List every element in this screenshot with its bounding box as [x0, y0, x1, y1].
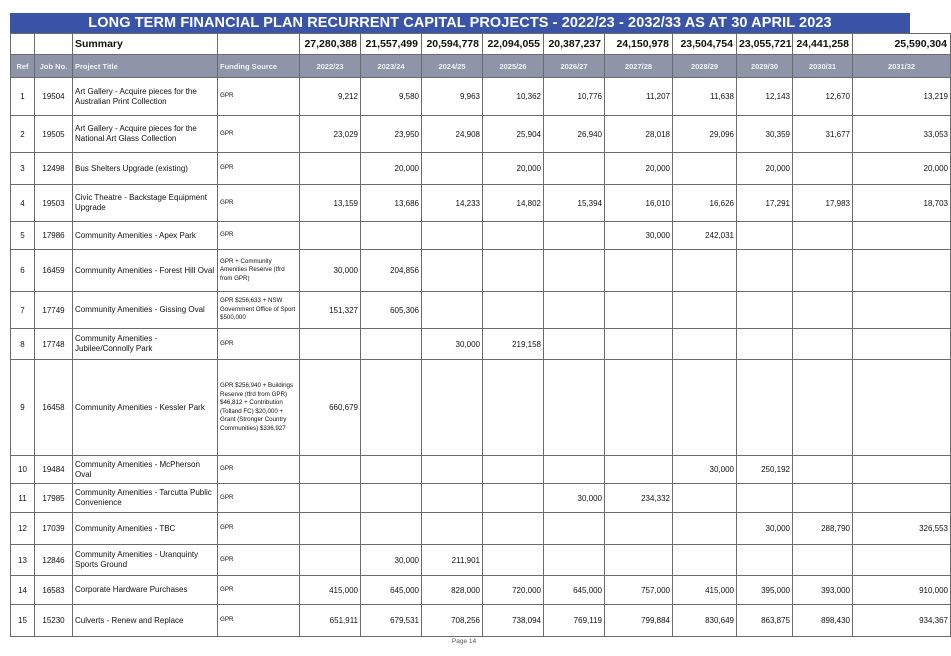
column-header-row	[11, 55, 951, 78]
year-value-cell	[544, 329, 605, 360]
project-title-cell: Art Gallery - Acquire pieces for the National Art Glass Collection	[73, 116, 218, 153]
year-value-cell: 16,010	[605, 185, 673, 222]
year-value-cell	[605, 329, 673, 360]
page-number: Page 14	[451, 638, 477, 645]
table-row	[11, 329, 951, 360]
year-value-cell: 830,649	[673, 605, 737, 637]
year-value-cell	[737, 545, 793, 576]
year-value-cell: 769,119	[544, 605, 605, 637]
year-value-cell: 23,029	[300, 116, 361, 153]
ref-cell: 8	[11, 329, 35, 360]
year-value-cell: 395,000	[737, 576, 793, 605]
year-value-cell	[673, 153, 737, 185]
ref-cell: 7	[11, 292, 35, 329]
year-value-cell	[737, 329, 793, 360]
job-number-cell: 12498	[35, 153, 73, 185]
year-value-cell	[673, 292, 737, 329]
year-value-cell: 679,531	[361, 605, 422, 637]
year-value-cell: 9,580	[361, 78, 422, 116]
year-value-cell	[737, 292, 793, 329]
funding-source-cell: GPR	[218, 116, 300, 153]
year-value-cell: 29,096	[673, 116, 737, 153]
year-value-cell: 13,686	[361, 185, 422, 222]
table-row	[11, 545, 951, 576]
table-row	[11, 360, 951, 456]
projects-table	[10, 33, 951, 637]
year-value-cell	[300, 222, 361, 250]
year-value-cell	[300, 545, 361, 576]
year-value-cell: 20,000	[361, 153, 422, 185]
table-row	[11, 292, 951, 329]
summary-value: 20,387,237	[544, 34, 605, 55]
job-number-cell: 16458	[35, 360, 73, 456]
year-value-cell	[544, 360, 605, 456]
year-value-cell: 204,856	[361, 250, 422, 292]
year-value-cell	[544, 222, 605, 250]
year-value-cell	[422, 360, 483, 456]
year-value-cell	[853, 360, 951, 456]
year-value-cell: 23,950	[361, 116, 422, 153]
year-value-cell	[853, 484, 951, 513]
ref-cell: 14	[11, 576, 35, 605]
year-value-cell	[605, 513, 673, 545]
year-value-cell	[793, 456, 853, 484]
year-value-cell	[673, 545, 737, 576]
summary-value: 27,280,388	[300, 34, 361, 55]
year-value-cell	[853, 329, 951, 360]
year-value-cell: 863,875	[737, 605, 793, 637]
summary-value: 24,441,258	[793, 34, 853, 55]
year-value-cell	[853, 250, 951, 292]
summary-value: 20,594,778	[422, 34, 483, 55]
year-value-cell	[793, 292, 853, 329]
job-number-cell: 17985	[35, 484, 73, 513]
year-value-cell	[853, 292, 951, 329]
year-value-cell	[793, 250, 853, 292]
year-value-cell	[605, 250, 673, 292]
table-row	[11, 153, 951, 185]
year-value-cell	[483, 292, 544, 329]
year-value-cell: 25,904	[483, 116, 544, 153]
project-title-cell: Community Amenities - Forest Hill Oval	[73, 250, 218, 292]
table-row	[11, 605, 951, 637]
year-value-cell: 10,776	[544, 78, 605, 116]
year-value-cell: 799,884	[605, 605, 673, 637]
year-value-cell	[793, 360, 853, 456]
year-header: 2024/25	[422, 55, 483, 78]
year-value-cell: 234,332	[605, 484, 673, 513]
year-value-cell: 17,983	[793, 185, 853, 222]
job-number-cell: 17986	[35, 222, 73, 250]
year-value-cell: 20,000	[853, 153, 951, 185]
job-number-cell: 16583	[35, 576, 73, 605]
summary-value: 21,557,499	[361, 34, 422, 55]
year-value-cell: 16,626	[673, 185, 737, 222]
year-value-cell	[483, 545, 544, 576]
year-value-cell: 30,000	[361, 545, 422, 576]
project-title-cell: Civic Theatre - Backstage Equipment Upgrade	[73, 185, 218, 222]
year-value-cell: 30,359	[737, 116, 793, 153]
ref-cell: 13	[11, 545, 35, 576]
year-value-cell	[483, 513, 544, 545]
year-value-cell	[300, 329, 361, 360]
year-value-cell	[737, 222, 793, 250]
year-value-cell: 13,159	[300, 185, 361, 222]
ref-cell: 5	[11, 222, 35, 250]
year-value-cell: 20,000	[605, 153, 673, 185]
funding-source-cell: GPR	[218, 605, 300, 637]
funding-source-cell: GPR $256,633 + NSW Government Office of Sport $500,000	[218, 292, 300, 329]
ref-cell: 15	[11, 605, 35, 637]
year-value-cell	[361, 222, 422, 250]
year-value-cell	[361, 329, 422, 360]
year-value-cell	[605, 456, 673, 484]
year-value-cell: 12,143	[737, 78, 793, 116]
year-header: 2031/32	[853, 55, 951, 78]
year-value-cell	[483, 360, 544, 456]
funding-source-cell: GPR	[218, 78, 300, 116]
year-value-cell: 17,291	[737, 185, 793, 222]
summary-value: 23,504,754	[673, 34, 737, 55]
project-title-cell: Corporate Hardware Purchases	[73, 576, 218, 605]
year-value-cell: 33,053	[853, 116, 951, 153]
year-value-cell	[300, 513, 361, 545]
project-title-cell: Community Amenities - Uranquinty Sports Ground	[73, 545, 218, 576]
year-value-cell	[673, 329, 737, 360]
job-number-cell: 15230	[35, 605, 73, 637]
funding-source-cell: GPR	[218, 329, 300, 360]
year-value-cell: 30,000	[737, 513, 793, 545]
year-value-cell: 738,094	[483, 605, 544, 637]
funding-source-cell: GPR	[218, 513, 300, 545]
funding-source-cell: GPR	[218, 576, 300, 605]
year-value-cell	[300, 153, 361, 185]
year-value-cell: 9,212	[300, 78, 361, 116]
ref-cell: 11	[11, 484, 35, 513]
year-value-cell: 660,679	[300, 360, 361, 456]
year-value-cell	[793, 153, 853, 185]
year-header: 2025/26	[483, 55, 544, 78]
project-title-cell: Community Amenities - Apex Park	[73, 222, 218, 250]
year-value-cell	[422, 513, 483, 545]
year-value-cell: 211,901	[422, 545, 483, 576]
year-value-cell	[483, 250, 544, 292]
year-value-cell	[737, 484, 793, 513]
year-value-cell	[483, 484, 544, 513]
year-value-cell	[483, 222, 544, 250]
ref-cell: 3	[11, 153, 35, 185]
year-value-cell: 651,911	[300, 605, 361, 637]
year-value-cell	[853, 456, 951, 484]
table-row	[11, 576, 951, 605]
summary-value: 25,590,304	[853, 34, 951, 55]
year-value-cell	[544, 153, 605, 185]
project-header: Project Title	[73, 55, 218, 78]
funding-source-cell: GPR	[218, 456, 300, 484]
year-value-cell	[483, 456, 544, 484]
year-value-cell: 288,790	[793, 513, 853, 545]
year-value-cell: 30,000	[673, 456, 737, 484]
job-header: Job No.	[35, 55, 73, 78]
ref-cell: 2	[11, 116, 35, 153]
project-title-cell: Bus Shelters Upgrade (existing)	[73, 153, 218, 185]
year-header: 2030/31	[793, 55, 853, 78]
year-value-cell: 30,000	[605, 222, 673, 250]
funding-source-cell: GPR	[218, 484, 300, 513]
year-value-cell: 11,207	[605, 78, 673, 116]
year-value-cell: 708,256	[422, 605, 483, 637]
table-row	[11, 250, 951, 292]
project-title-cell: Culverts - Renew and Replace	[73, 605, 218, 637]
year-value-cell	[422, 153, 483, 185]
year-value-cell	[544, 456, 605, 484]
year-value-cell	[361, 484, 422, 513]
year-value-cell: 219,158	[483, 329, 544, 360]
year-value-cell: 605,306	[361, 292, 422, 329]
job-number-cell: 12846	[35, 545, 73, 576]
project-title-cell: Art Gallery - Acquire pieces for the Australian Print Collection	[73, 78, 218, 116]
project-title-cell: Community Amenities - Tarcutta Public Convenience	[73, 484, 218, 513]
year-value-cell	[737, 360, 793, 456]
year-value-cell: 415,000	[673, 576, 737, 605]
ref-cell: 6	[11, 250, 35, 292]
year-value-cell	[422, 250, 483, 292]
table-row	[11, 513, 951, 545]
year-value-cell: 250,192	[737, 456, 793, 484]
summary-value: 22,094,055	[483, 34, 544, 55]
year-header: 2026/27	[544, 55, 605, 78]
ref-cell: 1	[11, 78, 35, 116]
project-title-cell: Community Amenities - McPherson Oval	[73, 456, 218, 484]
table-row	[11, 484, 951, 513]
table-row	[11, 185, 951, 222]
year-value-cell	[300, 484, 361, 513]
year-value-cell	[422, 292, 483, 329]
year-value-cell	[853, 545, 951, 576]
year-value-cell: 24,908	[422, 116, 483, 153]
year-value-cell: 151,327	[300, 292, 361, 329]
year-header: 2028/29	[673, 55, 737, 78]
year-header: 2029/30	[737, 55, 793, 78]
year-value-cell	[793, 484, 853, 513]
year-value-cell	[422, 456, 483, 484]
job-number-cell: 19484	[35, 456, 73, 484]
year-value-cell	[673, 360, 737, 456]
year-value-cell: 415,000	[300, 576, 361, 605]
funding-source-cell: GPR + Community Amenities Reserve (tfrd from GPR)	[218, 250, 300, 292]
year-value-cell: 645,000	[544, 576, 605, 605]
year-value-cell	[737, 250, 793, 292]
year-value-cell: 26,940	[544, 116, 605, 153]
job-number-cell: 19503	[35, 185, 73, 222]
year-header: 2027/28	[605, 55, 673, 78]
year-value-cell: 645,000	[361, 576, 422, 605]
year-value-cell	[544, 513, 605, 545]
year-value-cell: 910,000	[853, 576, 951, 605]
year-value-cell	[793, 545, 853, 576]
year-value-cell	[673, 484, 737, 513]
project-title-cell: Community Amenities - Gissing Oval	[73, 292, 218, 329]
year-value-cell	[422, 484, 483, 513]
year-value-cell	[544, 250, 605, 292]
project-title-cell: Community Amenities - TBC	[73, 513, 218, 545]
year-header: 2022/23	[300, 55, 361, 78]
year-value-cell	[605, 292, 673, 329]
year-value-cell: 10,362	[483, 78, 544, 116]
year-value-cell: 12,670	[793, 78, 853, 116]
year-value-cell: 393,000	[793, 576, 853, 605]
year-header: 2023/24	[361, 55, 422, 78]
year-value-cell	[544, 545, 605, 576]
funding-source-cell: GPR	[218, 545, 300, 576]
job-number-cell: 19504	[35, 78, 73, 116]
year-value-cell: 757,000	[605, 576, 673, 605]
project-title-cell: Community Amenities - Kessler Park	[73, 360, 218, 456]
table-row	[11, 78, 951, 116]
year-value-cell: 898,430	[793, 605, 853, 637]
job-number-cell: 17039	[35, 513, 73, 545]
funding-source-cell: GPR $256,940 + Buildings Reserve (tfrd from GPR) $46,812 + Contribution (Tolland FC) $20,000 + Grant (Stronger Country Communities) $336,927	[218, 360, 300, 456]
table-row	[11, 456, 951, 484]
year-value-cell: 14,233	[422, 185, 483, 222]
year-value-cell: 18,703	[853, 185, 951, 222]
job-number-cell: 17748	[35, 329, 73, 360]
job-number-cell: 17749	[35, 292, 73, 329]
project-title-cell: Community Amenities - Jubilee/Connolly Park	[73, 329, 218, 360]
table-row	[11, 222, 951, 250]
year-value-cell: 14,802	[483, 185, 544, 222]
summary-label: Summary	[73, 34, 218, 55]
year-value-cell: 30,000	[544, 484, 605, 513]
year-value-cell: 11,638	[673, 78, 737, 116]
year-value-cell	[673, 513, 737, 545]
year-value-cell: 15,394	[544, 185, 605, 222]
year-value-cell: 828,000	[422, 576, 483, 605]
year-value-cell: 326,553	[853, 513, 951, 545]
year-value-cell	[361, 513, 422, 545]
year-value-cell: 20,000	[737, 153, 793, 185]
ref-header: Ref	[11, 55, 35, 78]
summary-value: 24,150,978	[605, 34, 673, 55]
year-value-cell	[361, 360, 422, 456]
year-value-cell	[673, 250, 737, 292]
year-value-cell: 31,677	[793, 116, 853, 153]
year-value-cell	[793, 222, 853, 250]
document-title: LONG TERM FINANCIAL PLAN RECURRENT CAPITAL PROJECTS - 2022/23 - 2032/33 AS AT 30 APRIL 2023	[10, 13, 910, 33]
year-value-cell	[605, 360, 673, 456]
ref-cell: 4	[11, 185, 35, 222]
year-value-cell: 242,031	[673, 222, 737, 250]
job-number-cell: 19505	[35, 116, 73, 153]
year-value-cell	[793, 329, 853, 360]
year-value-cell: 30,000	[300, 250, 361, 292]
year-value-cell	[853, 222, 951, 250]
year-value-cell: 13,219	[853, 78, 951, 116]
year-value-cell	[300, 456, 361, 484]
ref-cell: 9	[11, 360, 35, 456]
year-value-cell: 9,963	[422, 78, 483, 116]
funding-source-cell: GPR	[218, 153, 300, 185]
summary-value: 23,055,721	[737, 34, 793, 55]
year-value-cell: 720,000	[483, 576, 544, 605]
year-value-cell	[422, 222, 483, 250]
ref-cell: 12	[11, 513, 35, 545]
year-value-cell: 20,000	[483, 153, 544, 185]
funding-source-cell: GPR	[218, 185, 300, 222]
year-value-cell: 30,000	[422, 329, 483, 360]
funding-source-cell: GPR	[218, 222, 300, 250]
ref-cell: 10	[11, 456, 35, 484]
job-number-cell: 16459	[35, 250, 73, 292]
year-value-cell	[544, 292, 605, 329]
year-value-cell	[605, 545, 673, 576]
year-value-cell	[361, 456, 422, 484]
year-value-cell: 934,367	[853, 605, 951, 637]
table-row	[11, 116, 951, 153]
funding-header: Funding Source	[218, 55, 300, 78]
year-value-cell: 28,018	[605, 116, 673, 153]
summary-row	[11, 34, 951, 55]
